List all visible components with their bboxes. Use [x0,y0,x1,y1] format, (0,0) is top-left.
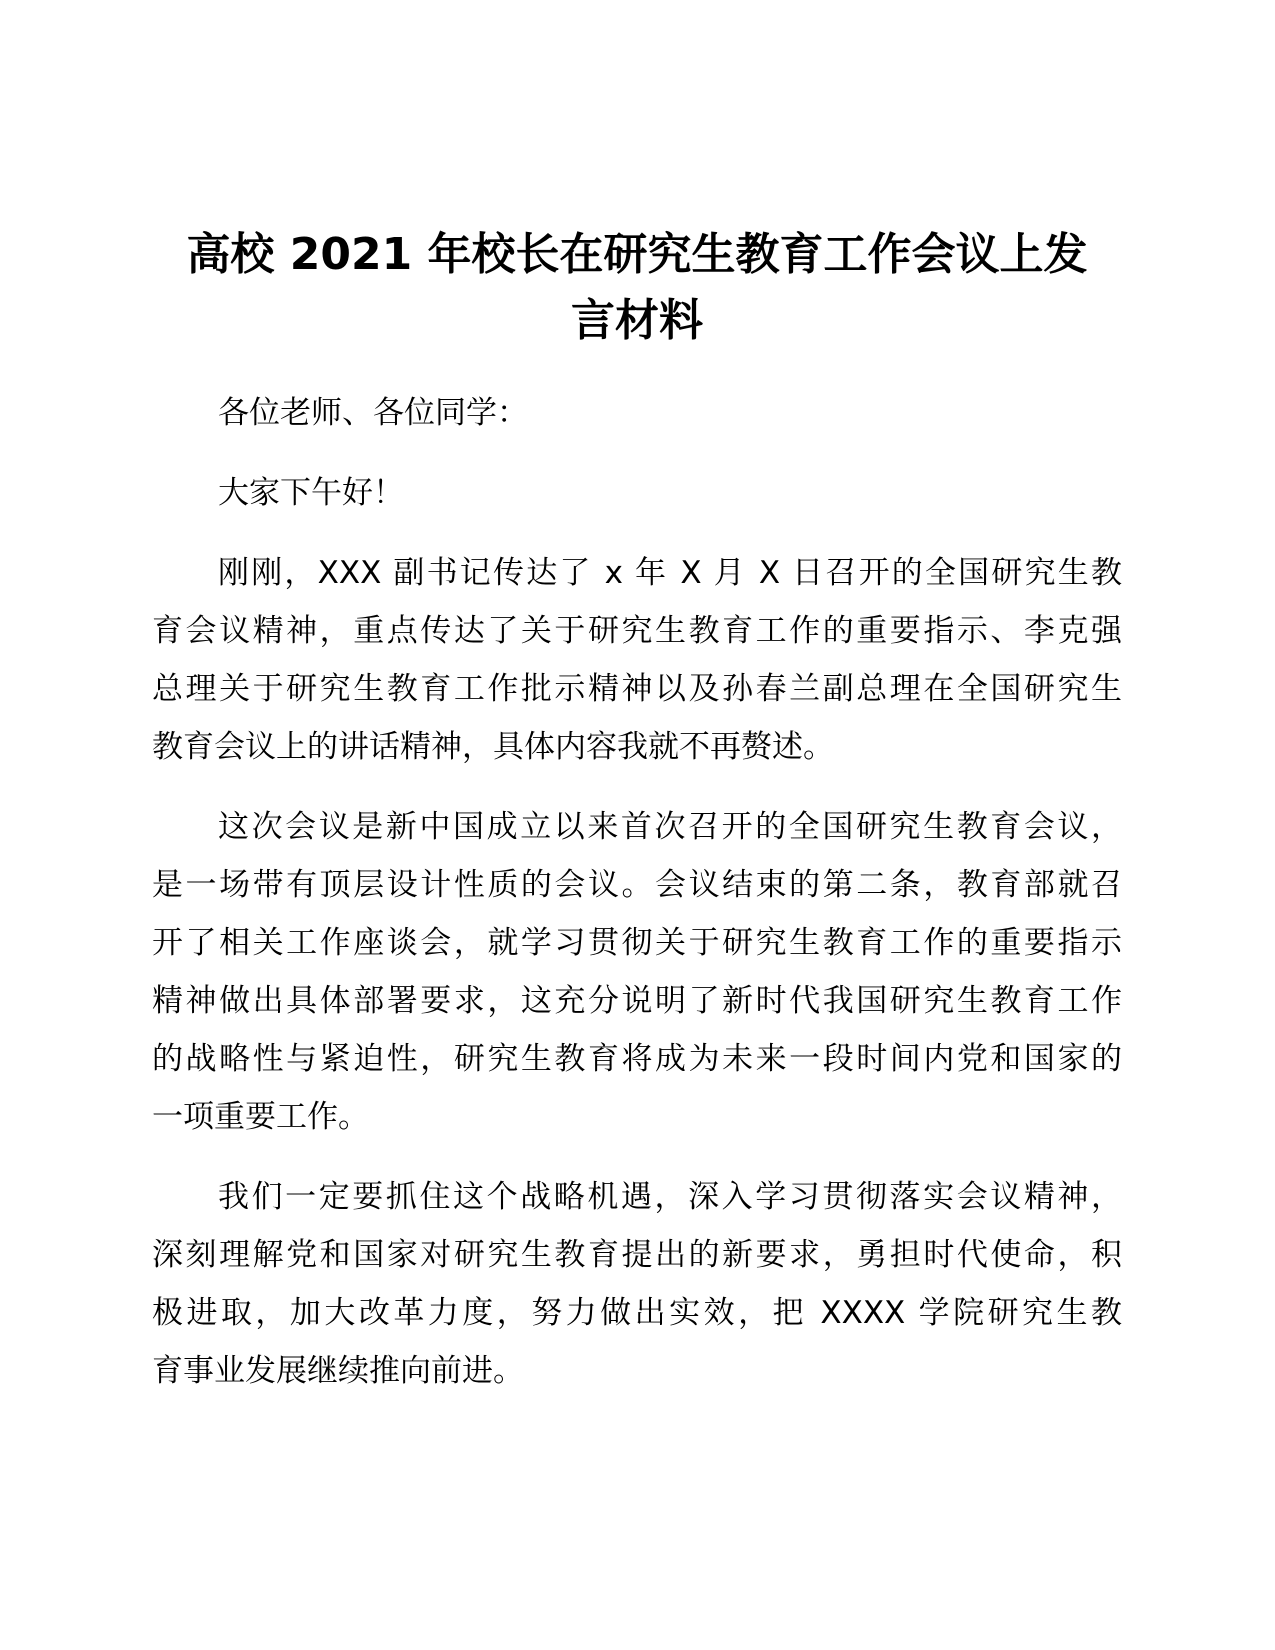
title-line: 言材料 [571,295,703,346]
paragraph-line: 的战略性与紧迫性，研究生教育将成为未来一段时间内党和国家的 [152,1041,1122,1077]
paragraph-line: 教育会议上的讲话精神，具体内容我就不再赘述。 [152,729,834,765]
salutation-paragraph [152,384,1122,442]
paragraph-line: 一项重要工作。 [152,1099,369,1135]
paragraph-line: 精神做出具体部署要求，这充分说明了新时代我国研究生教育工作 [152,983,1122,1019]
document-title [152,222,1122,354]
body-paragraph [152,798,1122,1146]
paragraph-line: 我们一定要抓住这个战略机遇，深入学习贯彻落实会议精神， [218,1179,1122,1215]
paragraph-line: 育会议精神，重点传达了关于研究生教育工作的重要指示、李克强 [152,613,1122,649]
paragraph-line: 开了相关工作座谈会，就学习贯彻关于研究生教育工作的重要指示 [152,925,1122,961]
document-body [152,384,1122,1422]
paragraph-line: 是一场带有顶层设计性质的会议。会议结束的第二条，教育部就召 [152,867,1122,903]
paragraph-line: 极进取，加大改革力度，努力做出实效，把 XXXX 学院研究生教 [152,1295,1122,1331]
paragraph-line: 育事业发展继续推向前进。 [152,1353,524,1389]
body-paragraph [152,1168,1122,1400]
body-paragraph [152,544,1122,776]
paragraph-line: 各位老师、各位同学： [218,395,528,431]
title-line: 高校 2021 年校长在研究生教育工作会议上发 [186,229,1088,280]
paragraph-line: 这次会议是新中国成立以来首次召开的全国研究生教育会议， [218,809,1122,845]
paragraph-line: 刚刚，XXX 副书记传达了 x 年 X 月 X 日召开的全国研究生教 [218,555,1122,591]
paragraph-line: 大家下午好！ [218,475,404,511]
paragraph-line: 深刻理解党和国家对研究生教育提出的新要求，勇担时代使命，积 [152,1237,1122,1273]
paragraph-line: 总理关于研究生教育工作批示精神以及孙春兰副总理在全国研究生 [152,671,1122,707]
document-page [152,0,1122,1650]
greeting-paragraph [152,464,1122,522]
